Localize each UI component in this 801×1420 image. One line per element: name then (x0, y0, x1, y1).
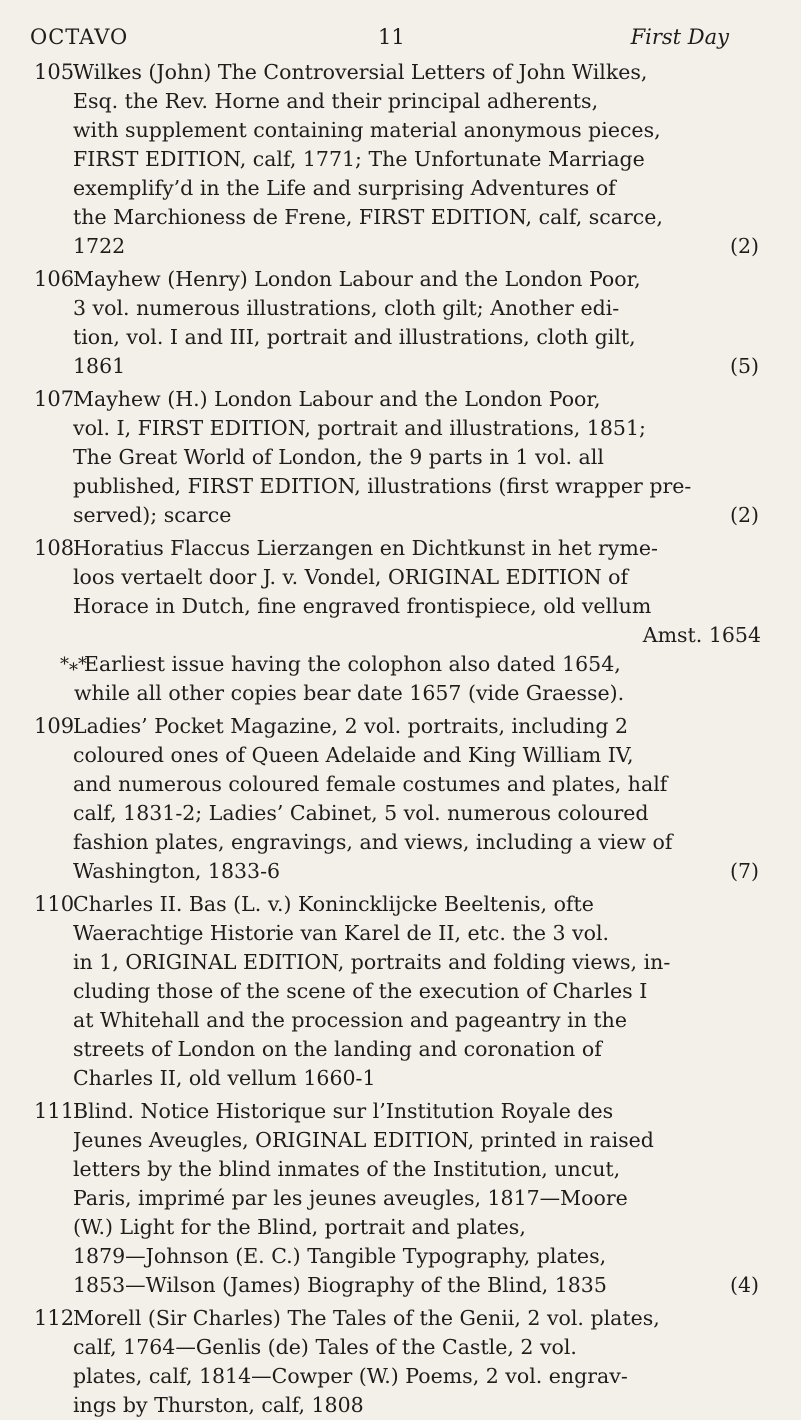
description-line (73, 443, 761, 472)
lot-number: 107 (34, 387, 75, 411)
lot-description (30, 534, 767, 650)
description-text: Charles II, old vellum 1660-1 (73, 1066, 376, 1090)
description-text: Jeunes Aveugles, ORIGINAL EDITION, printed in raised (73, 1128, 654, 1152)
description-line (73, 770, 761, 799)
description-line (73, 1391, 761, 1420)
description-line (73, 58, 761, 87)
description-line (73, 799, 761, 828)
lot-entry (30, 58, 767, 261)
description-line (73, 294, 761, 323)
description-line (73, 1155, 761, 1184)
description-line (73, 828, 761, 857)
lot-number: 111 (34, 1099, 75, 1123)
description-line (73, 1362, 761, 1391)
description-text: Morell (Sir Charles) The Tales of the Genii, 2 vol. plates, (73, 1306, 660, 1330)
lot-count: (4) (729, 1273, 759, 1297)
description-text: Amst. 1654 (642, 623, 761, 647)
description-text: Ladies’ Pocket Magazine, 2 vol. portraits, including 2 (73, 714, 629, 738)
description-text: served); scarce (73, 503, 232, 527)
description-text: streets of London on the landing and coronation of (73, 1037, 602, 1061)
page-number: 11 (378, 25, 405, 49)
description-text: Blind. Notice Historique sur l’Institution Royale des (73, 1099, 614, 1123)
description-line (73, 621, 761, 650)
description-text: in 1, ORIGINAL EDITION, portraits and folding views, in- (73, 950, 671, 974)
lot-description (30, 58, 767, 261)
lot-description (30, 1097, 767, 1300)
description-line (73, 1213, 761, 1242)
description-text: ings by Thurston, calf, 1808 (73, 1393, 364, 1417)
description-text: Horace in Dutch, fine engraved frontispiece, old vellum (73, 594, 652, 618)
description-text: with supplement containing material anonymous pieces, (73, 118, 661, 142)
lot-entry (30, 385, 767, 530)
lot-number: 110 (34, 892, 75, 916)
header-day: First Day (630, 25, 729, 49)
description-line (73, 472, 761, 501)
description-text: tion, vol. I and III, portrait and illustrations, cloth gilt, (73, 325, 636, 349)
description-line (73, 592, 761, 621)
lot-description (30, 712, 767, 886)
lot-number: 105 (34, 60, 75, 84)
lot-entry (30, 890, 767, 1093)
lot-number: 109 (34, 714, 75, 738)
lot-description (30, 265, 767, 381)
description-text: 1861 (73, 354, 126, 378)
description-text: Washington, 1833-6 (73, 859, 281, 883)
description-text: 1879—Johnson (E. C.) Tangible Typography, plates, (73, 1244, 607, 1268)
description-line (73, 232, 761, 261)
description-line (73, 857, 761, 886)
description-text: FIRST EDITION, calf, 1771; The Unfortunate Marriage (73, 147, 645, 171)
description-text: coloured ones of Queen Adelaide and King William IV, (73, 743, 634, 767)
page-header (30, 20, 767, 54)
description-text: fashion plates, engravings, and views, including a view of (73, 830, 673, 854)
description-line (73, 1097, 761, 1126)
description-text: calf, 1764—Genlis (de) Tales of the Castle, 2 vol. (73, 1335, 577, 1359)
description-line (73, 741, 761, 770)
description-line (73, 977, 761, 1006)
description-line (73, 890, 761, 919)
description-line (73, 352, 761, 381)
description-text: (W.) Light for the Blind, portrait and plates, (73, 1215, 526, 1239)
lot-count: (7) (729, 859, 759, 883)
description-line (73, 1126, 761, 1155)
description-text: Waerachtige Historie van Karel de II, etc. the 3 vol. (73, 921, 610, 945)
description-line (73, 1184, 761, 1213)
lot-description (30, 890, 767, 1093)
lot-number: 106 (34, 267, 75, 291)
description-line (73, 385, 761, 414)
description-text: exemplify’d in the Life and surprising Adventures of (73, 176, 616, 200)
description-line (73, 1271, 761, 1300)
description-line (73, 414, 761, 443)
description-text: Mayhew (H.) London Labour and the London Poor, (73, 387, 601, 411)
description-text: 3 vol. numerous illustrations, cloth gilt; Another edi- (73, 296, 620, 320)
description-line (73, 174, 761, 203)
description-text: cluding those of the scene of the execution of Charles I (73, 979, 648, 1003)
description-text: vol. I, FIRST EDITION, portrait and illustrations, 1851; (73, 416, 646, 440)
description-text: loos vertaelt door J. v. Vondel, ORIGINAL EDITION of (73, 565, 629, 589)
description-text: and numerous coloured female costumes and plates, half (73, 772, 668, 796)
description-line (73, 534, 761, 563)
lot-entry (30, 534, 767, 708)
description-text: letters by the blind inmates of the Institution, uncut, (73, 1157, 621, 1181)
description-line (73, 1035, 761, 1064)
description-text: Paris, imprimé par les jeunes aveugles, 1817—Moore (73, 1186, 628, 1210)
lot-description (30, 1304, 767, 1420)
description-text: published, FIRST EDITION, illustrations (first wrapper pre- (73, 474, 692, 498)
description-line (73, 1064, 761, 1093)
lot-description (30, 385, 767, 530)
description-line (73, 87, 761, 116)
lot-number: 108 (34, 536, 75, 560)
lot-footnote (60, 650, 767, 708)
description-text: the Marchioness de Frene, FIRST EDITION, calf, scarce, (73, 205, 663, 229)
description-line (73, 1304, 761, 1333)
lot-entry (30, 712, 767, 886)
description-text: plates, calf, 1814—Cowper (W.) Poems, 2 vol. engrav- (73, 1364, 628, 1388)
lot-count: (2) (729, 503, 759, 527)
description-text: 1722 (73, 234, 126, 258)
description-line (73, 323, 761, 352)
description-line (73, 1333, 761, 1362)
description-line (73, 1006, 761, 1035)
header-format: OCTAVO (30, 25, 129, 49)
footnote-line: Earliest issue having the colophon also dated 1654, (84, 652, 621, 676)
lot-list (30, 58, 767, 1420)
lot-count: (5) (729, 354, 759, 378)
description-text: at Whitehall and the procession and pageantry in the (73, 1008, 627, 1032)
description-text: calf, 1831-2; Ladies’ Cabinet, 5 vol. numerous coloured (73, 801, 649, 825)
description-line (73, 203, 761, 232)
footnote-line: while all other copies bear date 1657 (vide Graesse). (74, 681, 625, 705)
description-text: The Great World of London, the 9 parts in 1 vol. all (73, 445, 604, 469)
description-line (73, 116, 761, 145)
description-line (73, 563, 761, 592)
description-line (73, 1242, 761, 1271)
description-line (73, 919, 761, 948)
description-text: Mayhew (Henry) London Labour and the London Poor, (73, 267, 641, 291)
description-text: 1853—Wilson (James) Biography of the Blind, 1835 (73, 1273, 607, 1297)
description-text: Horatius Flaccus Lierzangen en Dichtkunst in het ryme- (73, 536, 658, 560)
description-line (73, 145, 761, 174)
asterism-mark: *⁎* (60, 654, 87, 675)
lot-number: 112 (34, 1306, 75, 1330)
lot-entry (30, 265, 767, 381)
description-line (73, 501, 761, 530)
description-line (73, 948, 761, 977)
description-line (73, 265, 761, 294)
lot-count: (2) (729, 234, 759, 258)
description-line (73, 712, 761, 741)
description-text: Wilkes (John) The Controversial Letters of John Wilkes, (73, 60, 648, 84)
description-text: Charles II. Bas (L. v.) Konincklijcke Beeltenis, ofte (73, 892, 594, 916)
description-text: Esq. the Rev. Horne and their principal adherents, (73, 89, 599, 113)
lot-entry (30, 1097, 767, 1300)
lot-entry (30, 1304, 767, 1420)
